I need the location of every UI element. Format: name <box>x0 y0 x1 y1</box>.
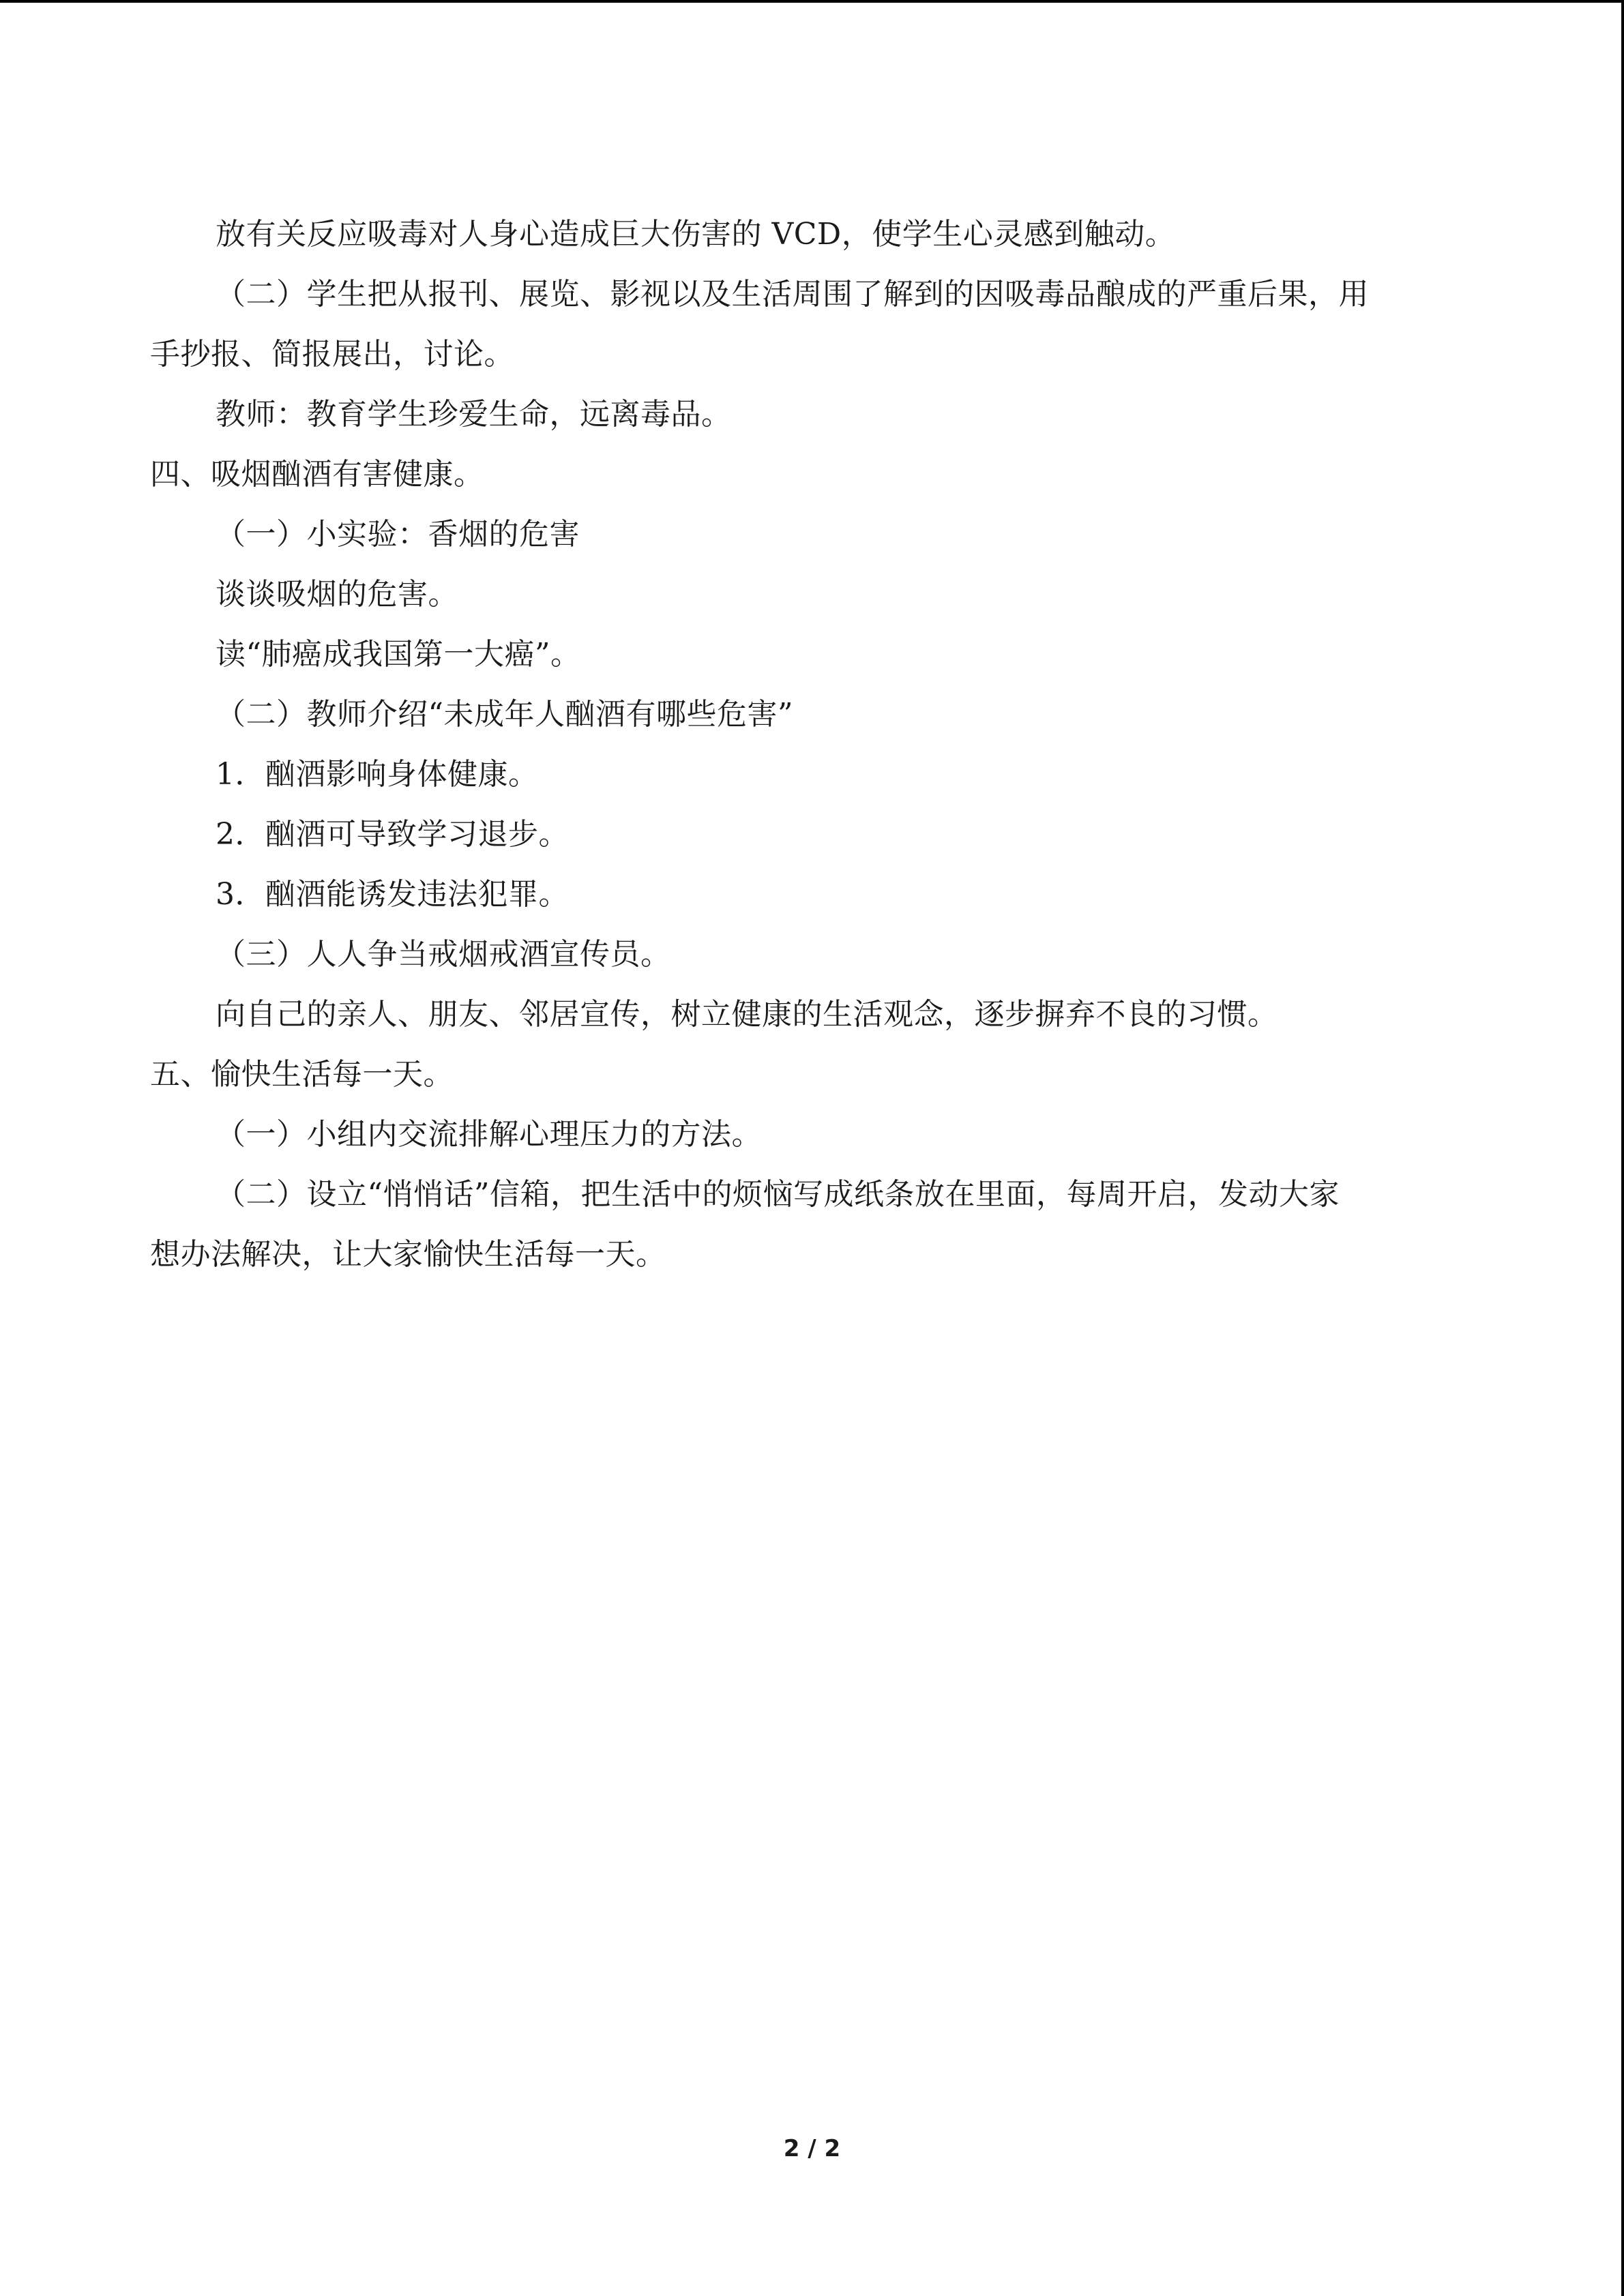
document-body <box>150 205 1460 1285</box>
text-line: 谈谈吸烟的危害。 <box>216 577 458 612</box>
text-line: （二）设立“悄悄话”信箱，把生活中的烦恼写成纸条放在里面，每周开启，发动大家 <box>216 1177 1340 1212</box>
text-line: 手抄报、简报展出，讨论。 <box>150 337 514 372</box>
right-border-rule <box>1621 0 1624 2296</box>
subsection-heading: （三）人人争当戒烟戒酒宣传员。 <box>216 937 671 972</box>
text-line: 放有关反应吸毒对人身心造成巨大伤害的 VCD，使学生心灵感到触动。 <box>216 217 1176 252</box>
list-item: 2．酗酒可导致学习退步。 <box>216 817 569 852</box>
text-line: 教师：教育学生珍爱生命，远离毒品。 <box>216 397 732 432</box>
subsection-heading: （一）小实验：香烟的危害 <box>216 517 580 552</box>
top-border-rule <box>0 0 1624 3</box>
text-line: （二）学生把从报刊、展览、影视以及生活周围了解到的因吸毒品酿成的严重后果，用 <box>216 277 1369 312</box>
text-line: 向自己的亲人、朋友、邻居宣传，树立健康的生活观念，逐步摒弃不良的习惯。 <box>216 997 1278 1032</box>
subsection-heading: （二）教师介绍“未成年人酗酒有哪些危害” <box>216 697 793 732</box>
list-item: 1．酗酒影响身体健康。 <box>216 757 539 792</box>
section-heading: 五、愉快生活每一天。 <box>150 1057 454 1092</box>
list-item: 3．酗酒能诱发违法犯罪。 <box>216 877 569 912</box>
page-number: 2 / 2 <box>783 2135 841 2162</box>
text-line: 想办法解决，让大家愉快生活每一天。 <box>150 1237 666 1272</box>
subsection-heading: （一）小组内交流排解心理压力的方法。 <box>216 1117 762 1152</box>
section-heading: 四、吸烟酗酒有害健康。 <box>150 457 484 492</box>
text-line: 读“肺癌成我国第一大癌”。 <box>216 637 581 672</box>
